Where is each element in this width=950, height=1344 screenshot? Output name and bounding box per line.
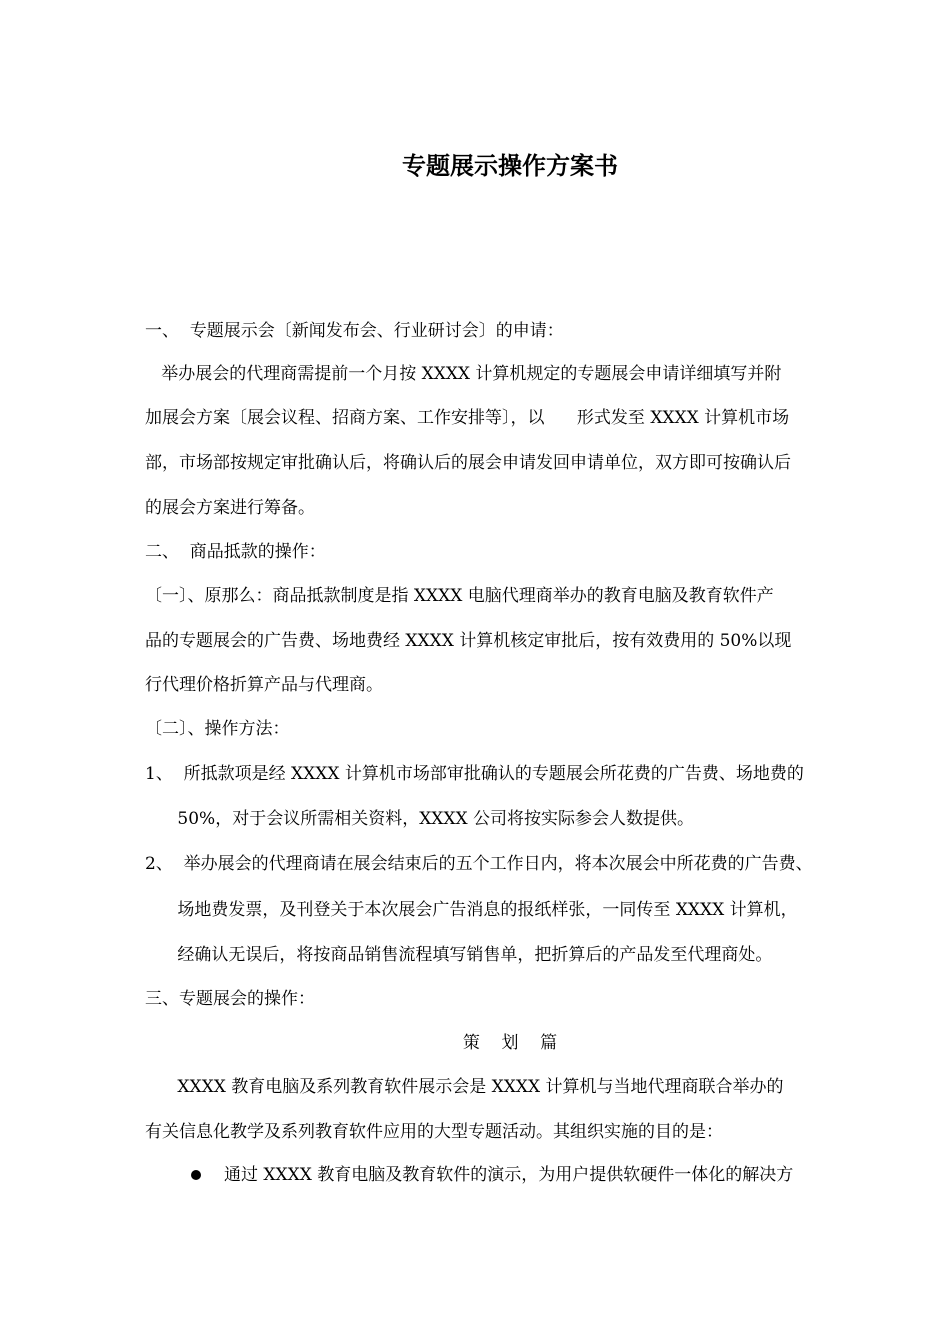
paragraph-line: 加展会方案〔展会议程、招商方案、工作安排等〕，以 形式发至 XXXX 计算机市场 <box>145 408 790 428</box>
paragraph-line: 行代理价格折算产品与代理商。 <box>145 675 383 695</box>
planning-heading: 策 划 篇 <box>462 1033 558 1053</box>
list-item-1: 1、 所抵款项是经 XXXX 计算机市场部审批确认的专题展会所花费的广告费、场地费的 <box>145 764 804 784</box>
subsection-heading: 〔二〕、操作方法： <box>145 719 290 739</box>
paragraph-line: 部，市场部按规定审批确认后，将确认后的展会申请发回申请单位，双方即可按确认后 <box>145 453 791 473</box>
paragraph-line: 的展会方案进行筹备。 <box>145 498 315 518</box>
bullet-item: 通过 XXXX 教育电脑及教育软件的演示，为用户提供软硬件一体化的解决方 <box>224 1165 794 1185</box>
list-item-2-continued: 场地费发票，及刊登关于本次展会广告消息的报纸样张，一同传至 XXXX 计算机， <box>145 900 798 920</box>
paragraph-line: 举办展会的代理商需提前一个月按 XXXX 计算机规定的专题展会申请详细填写并附 <box>145 364 782 384</box>
list-item-1-continued: 50%，对于会议所需相关资料，XXXX 公司将按实际参会人数提供。 <box>145 809 695 829</box>
paragraph-line: 〔一〕、原那么：商品抵款制度是指 XXXX 电脑代理商举办的教育电脑及教育软件产 <box>145 586 774 606</box>
section-heading-1: 一、 专题展示会〔新闻发布会、行业研讨会〕的申请： <box>145 321 564 341</box>
list-item-2-continued: 经确认无误后，将按商品销售流程填写销售单，把折算后的产品发至代理商处。 <box>145 945 773 965</box>
list-item-2: 2、 举办展会的代理商请在展会结束后的五个工作日内，将本次展会中所花费的广告费、 <box>145 854 813 874</box>
paragraph-line: 有关信息化教学及系列教育软件应用的大型专题活动。其组织实施的目的是： <box>145 1122 723 1142</box>
bullet-icon <box>191 1170 201 1180</box>
section-heading-2: 二、 商品抵款的操作： <box>145 542 326 562</box>
document-title: 专题展示操作方案书 <box>402 151 618 180</box>
paragraph-line: XXXX 教育电脑及系列教育软件展示会是 XXXX 计算机与当地代理商联合举办的 <box>145 1077 784 1097</box>
paragraph-line: 品的专题展会的广告费、场地费经 XXXX 计算机核定审批后，按有效费用的 50%以现 <box>145 631 792 651</box>
section-heading-3: 三、专题展会的操作： <box>145 989 315 1009</box>
